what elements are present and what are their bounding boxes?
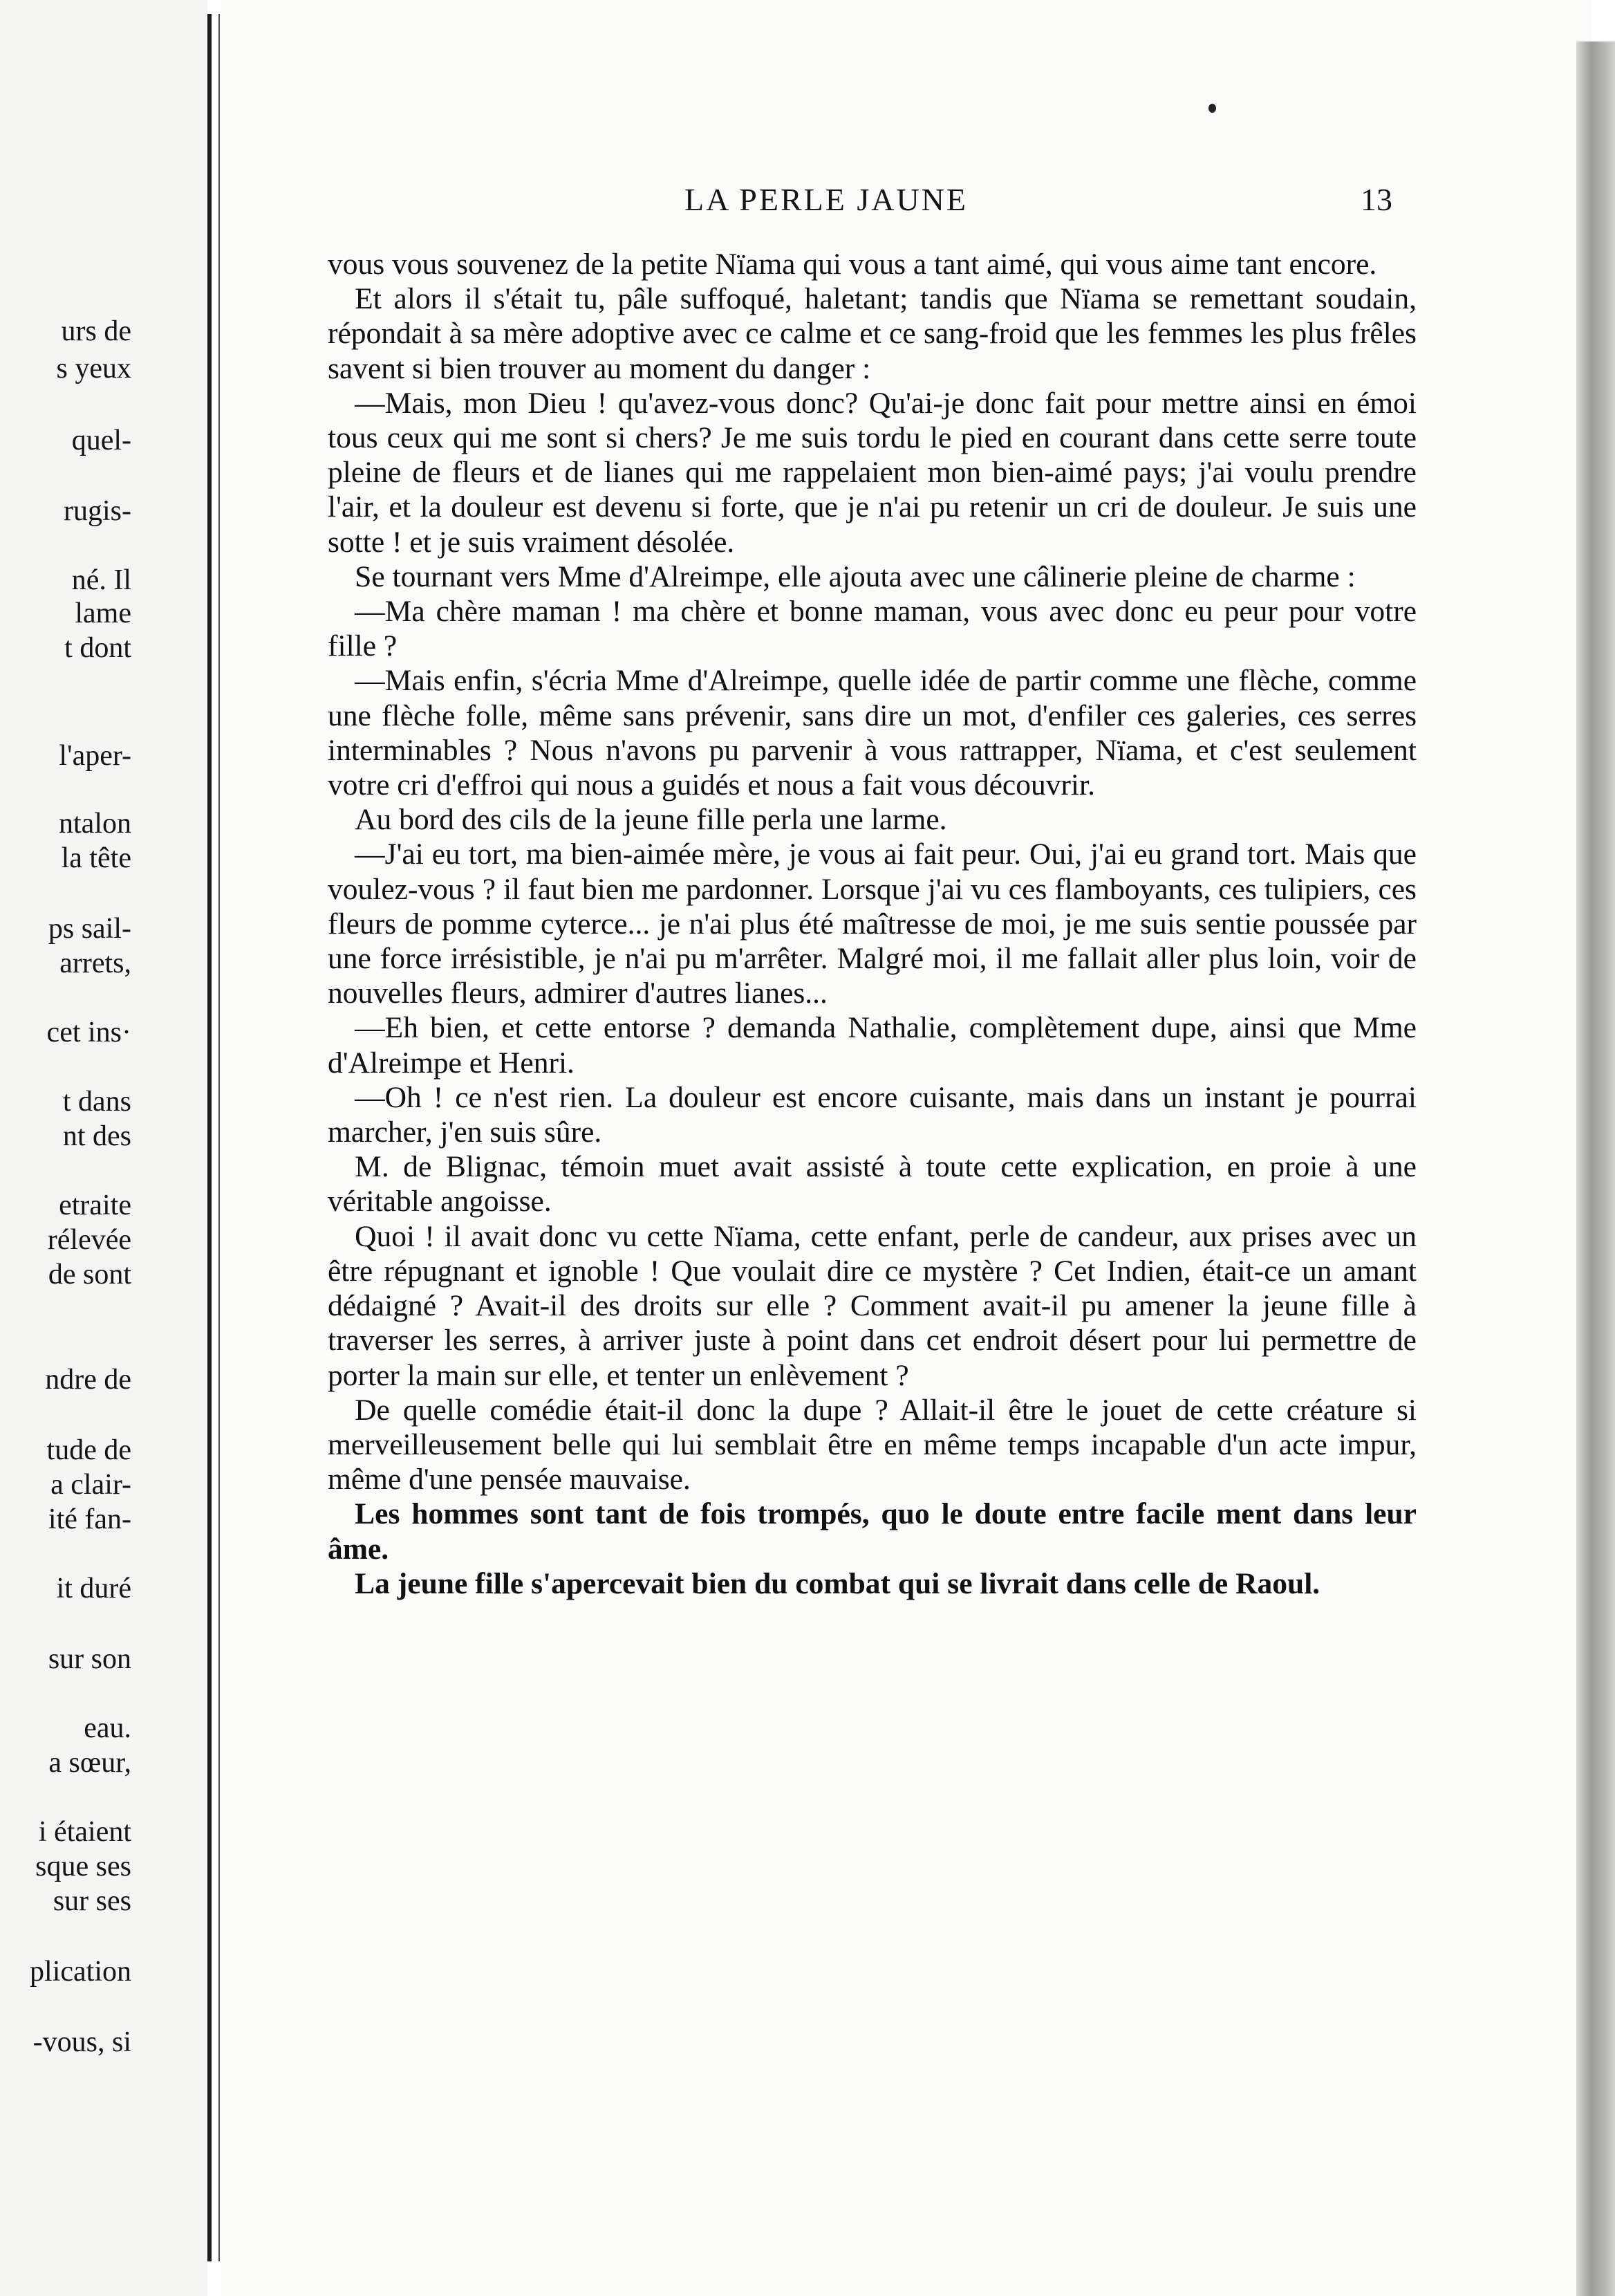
left-page-line: -vous, si (32, 2026, 131, 2058)
paragraph: vous vous souvenez de la petite Nïama qui vous a tant aimé, qui vous aime tant encore. (328, 248, 1377, 281)
left-page-line: cet ins· (46, 1017, 131, 1048)
left-page-line: eau. (84, 1712, 131, 1744)
left-page-line: t dans (62, 1086, 131, 1118)
paragraph: Quoi ! il avait donc vu cette Nïama, cette enfant, perle de candeur, aux prises avec un être répugnant et ignoble ! Que voulait dire ce mystère ? Cet Indien, était-ce un amant dédaigné ? Avait-il des droits sur elle ? Comment avait-il pu amener la jeune fille à traverser les serres, à arriver juste à point dans cet endroit désert pour lui permettre de porter la main sur elle, et tenter un enlèvement ? (328, 1219, 1417, 1392)
left-page-line: lame (75, 598, 131, 629)
body-text (328, 247, 1417, 1601)
paragraph: Au bord des cils de la jeune fille perla une larme. (355, 803, 947, 837)
left-page-line: a sœur, (48, 1747, 131, 1779)
left-page-line: nt des (62, 1120, 131, 1152)
left-page-line: de sont (48, 1259, 131, 1290)
left-page-fragment (0, 0, 207, 2296)
paragraph: —J'ai eu tort, ma bien-aimée mère, je vous ai fait peur. Oui, j'ai eu grand tort. Mais que voulez-vous ? il faut bien me pardonner. Lorsque j'ai vu ces flamboyants, ces tulipiers, ces fleurs de pomme cyterce... je n'ai plus été maîtresse de moi, je me suis sentie poussée par une force irrésistible, je n'ai pu m'arrêter. Malgré moi, il me fallait aller plus loin, voir de nouvelles fleurs, admirer d'autres lianes... (328, 837, 1417, 1010)
left-page-line: rugis- (64, 495, 131, 527)
left-page-line: sur ses (53, 1885, 131, 1917)
paragraph: De quelle comédie était-il donc la dupe ? Allait-il être le jouet de cette créature si merveilleusement belle qui lui semblait être en même temps incapable d'un acte impur, même d'une pensée mauvaise. (328, 1393, 1417, 1497)
left-page-line: quel- (71, 425, 131, 456)
left-page-line: t dont (64, 632, 131, 664)
left-page-line: urs de (61, 315, 131, 347)
left-page-line: ité fan- (48, 1503, 131, 1535)
paragraph: Se tournant vers Mme d'Alreimpe, elle ajouta avec une câlinerie pleine de charme : (355, 559, 1356, 593)
left-page-line: rélevée (47, 1224, 131, 1256)
gutter-divider (207, 14, 212, 2261)
left-page-line: la tête (61, 842, 131, 874)
paragraph: Et alors il s'était tu, pâle suffoqué, haletant; tandis que Nïama se remettant soudain, répondait à sa mère adoptive avec ce calme et ce sang-froid que les femmes les plus frêles savent si bien trouver au moment du danger : (328, 282, 1417, 385)
left-page-line: né. Il (71, 564, 131, 596)
paragraph: Les hommes sont tant de fois trompés, quo le doute entre facile ment dans leur âme. (328, 1497, 1417, 1566)
left-page-line: l'aper- (59, 740, 131, 772)
left-page-line: tude de (46, 1434, 131, 1466)
paragraph: —Mais, mon Dieu ! qu'avez-vous donc? Qu'ai-je donc fait pour mettre ainsi en émoi tous ceux qui me sont si chers? Je me suis tordu le pied en courant dans cette serre toute pleine de fleurs et de lianes qui me rappelaient mon bien-aimé pays; j'ai voulu prendre l'air, et la douleur est devenu si forte, que je n'ai pu retenir un cri de douleur. Je suis une sotte ! et je suis vraiment désolée. (328, 386, 1417, 559)
paragraph: —Mais enfin, s'écria Mme d'Alreimpe, quelle idée de partir comme une flèche, comme une flèche folle, même sans prévenir, sans dire un mot, d'enfiler ces galeries, ces serres interminables ? Nous n'avons pu parvenir à vous rattrapper, Nïama, et c'est seulement votre cri d'effroi qui nous a guidés et nous a fait vous découvrir. (328, 664, 1417, 802)
paragraph: La jeune fille s'apercevait bien du combat qui se livrait dans celle de Raoul. (355, 1566, 1320, 1600)
paragraph: —Oh ! ce n'est rien. La douleur est encore cuisante, mais dans un instant je pourrai marcher, j'en suis sûre. (328, 1080, 1417, 1149)
running-title: LA PERLE JAUNE (684, 182, 968, 217)
paragraph: —Eh bien, et cette entorse ? demanda Nathalie, complètement dupe, ainsi que Mme d'Alreimpe et Henri. (328, 1011, 1417, 1080)
ink-speck (1208, 104, 1216, 113)
page-edge-stack (1576, 41, 1615, 2296)
page-number: 13 (1361, 182, 1392, 217)
left-page-line: it duré (56, 1573, 131, 1604)
left-page-line: ntalon (59, 808, 131, 840)
left-page-line: ndre de (45, 1364, 131, 1396)
left-page-line: sur son (48, 1643, 131, 1675)
gutter-divider-inner (218, 14, 220, 2261)
left-page-line: etraite (59, 1189, 131, 1221)
left-page-line: ps sail- (48, 913, 131, 945)
left-page-line: i étaient (38, 1816, 131, 1848)
left-page-line: s yeux (56, 353, 131, 385)
left-page-line: arrets, (59, 947, 131, 979)
left-page-line: sque ses (35, 1851, 131, 1882)
left-page-line: plication (30, 1956, 131, 1988)
paragraph: M. de Blignac, témoin muet avait assisté à toute cette explication, en proie à une véritable angoisse. (328, 1150, 1417, 1219)
left-page-line: a clair- (50, 1469, 131, 1501)
paragraph: —Ma chère maman ! ma chère et bonne maman, vous avec donc eu peur pour votre fille ? (328, 595, 1417, 663)
